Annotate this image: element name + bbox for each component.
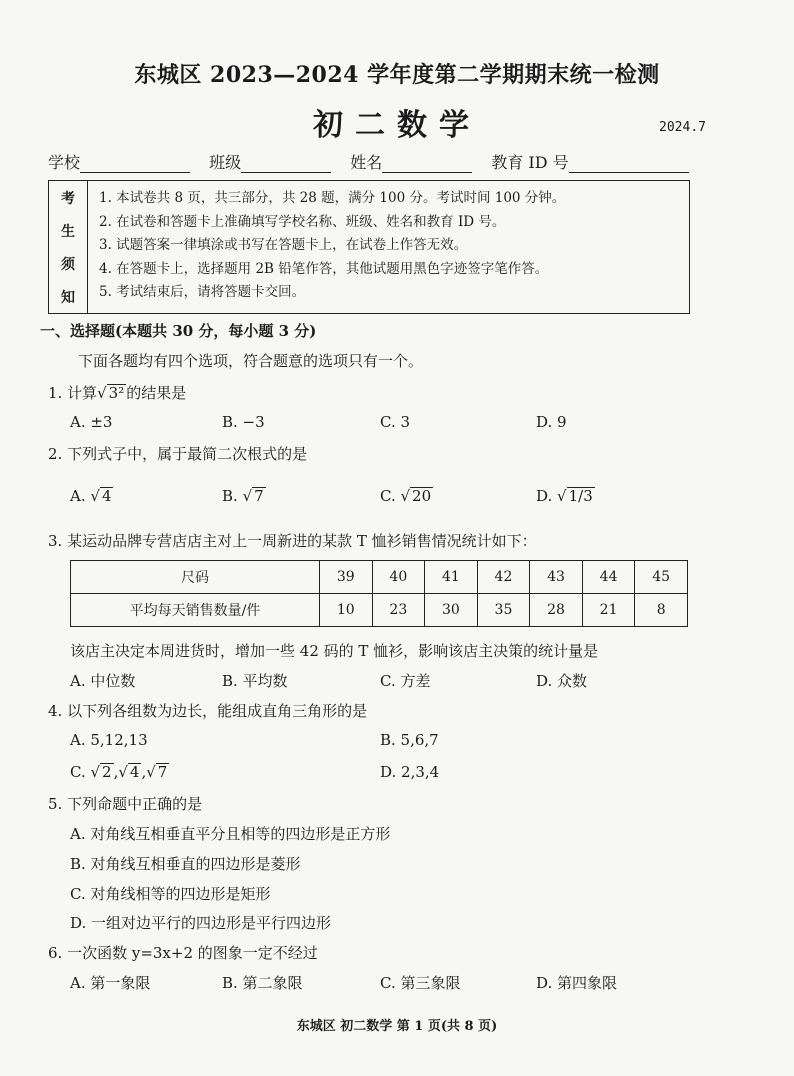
note-item: 2. 在试卷和答题卡上准确填写学校名称、班级、姓名和教育 ID 号。 (99, 213, 506, 230)
table-cell: 35 (477, 594, 530, 627)
q1-option-b[interactable]: B. −3 (222, 413, 265, 431)
student-info-row (48, 150, 738, 173)
question-5-stem: 5. 下列命题中正确的是 (48, 795, 203, 813)
table-cell: 44 (582, 561, 635, 594)
q3-option-a[interactable]: A. 中位数 (70, 672, 136, 690)
q6-option-c[interactable]: C. 第三象限 (380, 974, 461, 992)
q5-option-c[interactable]: C. 对角线相等的四边形是矩形 (70, 885, 271, 903)
question-4-stem: 4. 以下列各组数为边长，能组成直角三角形的是 (48, 702, 368, 720)
question-2-stem: 2. 下列式子中，属于最简二次根式的是 (48, 445, 308, 463)
name-label: 姓名 (350, 153, 383, 172)
notes-side-label: 考 生 须 知 (49, 181, 88, 313)
exam-date: 2024.7 (659, 120, 706, 135)
id-blank[interactable] (569, 154, 689, 173)
q4-option-a[interactable]: A. 5,12,13 (70, 731, 148, 749)
note-item: 4. 在答题卡上，选择题用 2B 铅笔作答，其他试题用黑色字迹签字笔作答。 (99, 260, 549, 277)
class-blank[interactable] (241, 154, 331, 173)
q3-option-b[interactable]: B. 平均数 (222, 672, 288, 690)
question-3-follow: 该店主决定本周进货时，增加一些 42 码的 T 恤衫，影响该店主决策的统计量是 (70, 642, 599, 660)
table-cell: 10 (320, 594, 373, 627)
id-label: 教育 ID 号 (491, 153, 569, 172)
notes-list (99, 187, 565, 305)
q1-option-c[interactable]: C. 3 (380, 413, 411, 431)
table-header-count: 平均每天销售数量/件 (71, 594, 320, 627)
q2-option-b[interactable]: B. √ 7 (222, 487, 264, 505)
q2-option-a[interactable]: A. √ 4 (70, 487, 112, 505)
q6-option-b[interactable]: B. 第二象限 (222, 974, 303, 992)
q5-option-a[interactable]: A. 对角线互相垂直平分且相等的四边形是正方形 (70, 825, 391, 843)
table-row (71, 561, 688, 594)
class-label: 班级 (209, 153, 242, 172)
table-cell: 28 (530, 594, 583, 627)
question-6-stem: 6. 一次函数 y=3x+2 的图象一定不经过 (48, 944, 318, 962)
q1-option-d[interactable]: D. 9 (536, 413, 567, 431)
q4-option-c[interactable]: C. √ 2 ,√ 4 ,√ 7 (70, 763, 168, 781)
table-cell: 8 (635, 594, 688, 627)
q6-option-d[interactable]: D. 第四象限 (536, 974, 618, 992)
table-row (71, 594, 688, 627)
table-cell: 45 (635, 561, 688, 594)
q2-option-d[interactable]: D. √ 1/3 (536, 487, 593, 505)
table-cell: 30 (425, 594, 478, 627)
table-cell: 43 (530, 561, 583, 594)
note-item: 5. 考试结束后，请将答题卡交回。 (99, 284, 306, 300)
name-blank[interactable] (382, 154, 472, 173)
exam-title: 东城区 2023—2024 学年度第二学期期末统一检测 (134, 62, 660, 88)
table-cell: 42 (477, 561, 530, 594)
q3-option-d[interactable]: D. 众数 (536, 672, 588, 690)
q3-option-c[interactable]: C. 方差 (380, 672, 431, 690)
question-3-stem: 3. 某运动品牌专营店店主对上一周新进的某款 T 恤衫销售情况统计如下： (48, 532, 537, 550)
note-item: 1. 本试卷共 8 页，共三部分，共 28 题，满分 100 分。考试时间 100 分钟。 (99, 190, 566, 206)
q4-option-b[interactable]: B. 5,6,7 (380, 731, 439, 749)
table-cell: 23 (372, 594, 425, 627)
table-cell: 41 (425, 561, 478, 594)
q2-option-c[interactable]: C. √ 20 (380, 487, 432, 505)
q4-option-d[interactable]: D. 2,3,4 (380, 763, 440, 781)
table-cell: 40 (372, 561, 425, 594)
section-heading: 一、选择题(本题共 30 分，每小题 3 分) (40, 322, 317, 340)
school-label: 学校 (48, 153, 81, 172)
q6-option-a[interactable]: A. 第一象限 (70, 974, 151, 992)
exam-notes-box (48, 180, 690, 314)
table-cell: 21 (582, 594, 635, 627)
table-cell: 39 (320, 561, 373, 594)
note-item: 3. 试题答案一律填涂或书写在答题卡上，在试卷上作答无效。 (99, 237, 468, 253)
q1-option-a[interactable]: A. ±3 (70, 413, 113, 431)
page-footer: 东城区 初二数学 第 1 页(共 8 页) (296, 1019, 498, 1034)
question-1-stem: 1. 计算√ 3² 的结果是 (48, 384, 187, 402)
section-intro: 下面各题均有四个选项，符合题意的选项只有一个。 (78, 352, 424, 370)
table-header-size: 尺码 (71, 561, 320, 594)
school-blank[interactable] (80, 154, 190, 173)
exam-subject: 初二数学 (313, 108, 481, 143)
sales-table (70, 560, 688, 627)
q5-option-b[interactable]: B. 对角线互相垂直的四边形是菱形 (70, 855, 301, 873)
q5-option-d[interactable]: D. 一组对边平行的四边形是平行四边形 (70, 914, 332, 932)
